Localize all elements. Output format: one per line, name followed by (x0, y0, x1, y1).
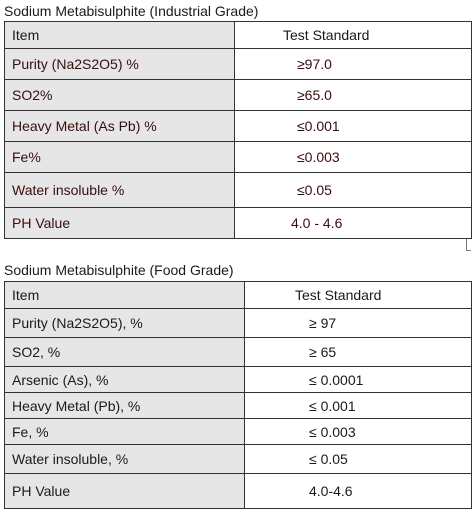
table-row (5, 393, 472, 419)
food-grade-title: Sodium Metabisulphite (Food Grade) (4, 262, 234, 278)
standard-cell (245, 338, 472, 367)
standard-cell (245, 309, 472, 338)
standard-cell (245, 367, 472, 393)
item-cell: SO2, % (5, 338, 245, 367)
item-cell: Heavy Metal (Pb), % (5, 393, 245, 419)
item-cell: Fe% (5, 142, 235, 173)
standard-value: ≤0.05 (297, 182, 332, 198)
header-item (5, 282, 245, 309)
table-row (5, 80, 472, 111)
item-cell: Fe, % (5, 419, 245, 445)
table-resize-handle (466, 239, 471, 251)
table-row (5, 367, 472, 393)
table-row (5, 474, 472, 509)
standard-cell (245, 393, 472, 419)
item-cell: Purity (Na2S2O5) % (5, 49, 235, 80)
item-cell: Purity (Na2S2O5), % (5, 309, 245, 338)
table-header-row (5, 282, 472, 309)
standard-value: ≥ 65 (309, 344, 337, 360)
table-row (5, 111, 472, 142)
header-standard (245, 282, 472, 309)
item-cell: Arsenic (As), % (5, 367, 245, 393)
standard-cell (245, 445, 472, 474)
standard-value: ≤0.001 (297, 118, 340, 134)
standard-cell (245, 474, 472, 509)
item-cell: PH Value (5, 474, 245, 509)
table-row (5, 309, 472, 338)
industrial-grade-title: Sodium Metabisulphite (Industrial Grade) (4, 3, 259, 19)
header-item-label: Item (12, 27, 40, 43)
table-row (5, 338, 472, 367)
standard-value: ≥97.0 (297, 56, 332, 72)
standard-value: ≤0.003 (297, 149, 340, 165)
standard-value: 4.0-4.6 (309, 483, 353, 499)
standard-cell (235, 142, 472, 173)
table-header-row (5, 22, 472, 49)
table-row (5, 142, 472, 173)
item-cell: Water insoluble % (5, 173, 235, 208)
table-row (5, 419, 472, 445)
standard-value: ≥ 97 (309, 315, 337, 331)
standard-cell (235, 80, 472, 111)
standard-cell (235, 208, 472, 239)
header-standard-label: Test Standard (283, 27, 370, 43)
standard-value: ≤ 0.003 (309, 423, 356, 440)
table-row (5, 445, 472, 474)
table-row (5, 208, 472, 239)
header-item-label: Item (12, 287, 40, 303)
table-row (5, 173, 472, 208)
table-row (5, 49, 472, 80)
item-cell: Heavy Metal (As Pb) % (5, 111, 235, 142)
standard-value: 4.0 - 4.6 (291, 215, 343, 231)
standard-cell (235, 173, 472, 208)
standard-value: ≤ 0.05 (309, 451, 348, 467)
header-standard-label: Test Standard (295, 287, 382, 303)
standard-cell (235, 49, 472, 80)
item-cell: SO2% (5, 80, 235, 111)
standard-cell (245, 419, 472, 445)
header-standard (235, 22, 472, 49)
item-cell: Water insoluble, % (5, 445, 245, 474)
standard-value: ≤ 0.0001 (309, 371, 364, 388)
standard-cell (235, 111, 472, 142)
industrial-grade-table (4, 21, 472, 239)
item-cell: PH Value (5, 208, 235, 239)
standard-value: ≥65.0 (297, 87, 332, 103)
food-grade-table (4, 281, 472, 509)
standard-value: ≤ 0.001 (309, 397, 356, 414)
header-item (5, 22, 235, 49)
